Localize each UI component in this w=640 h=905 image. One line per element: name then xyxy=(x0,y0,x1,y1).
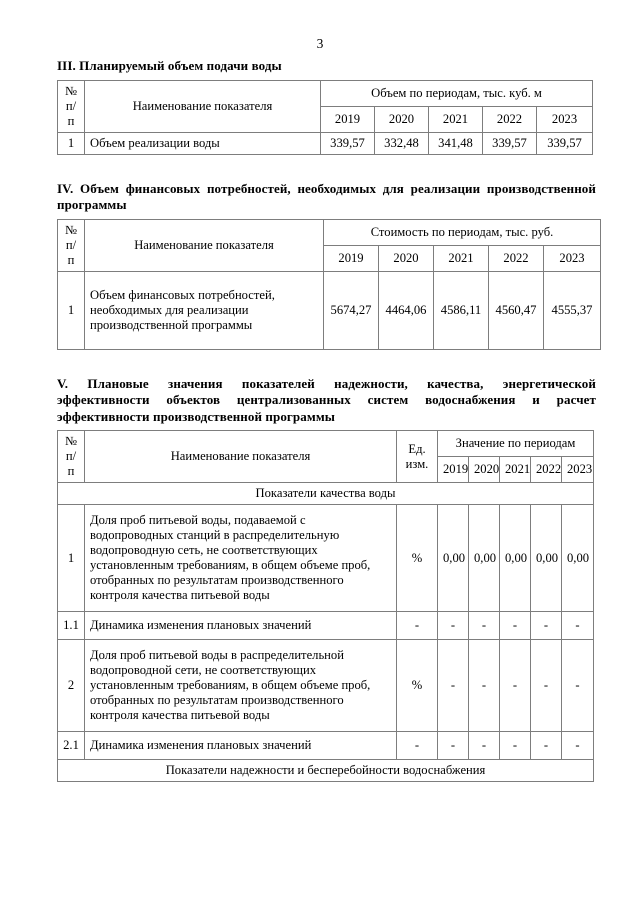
section-heading-4: IV. Объем финансовых потребностей, необходимых для реализации производственной программы xyxy=(57,180,596,212)
row-number: 2.1 xyxy=(58,732,85,760)
row-value-2021: 4586,11 xyxy=(434,271,489,349)
row-value-2020: - xyxy=(469,612,500,640)
row-value-2022: - xyxy=(531,732,562,760)
column-header-year-2022: 2022 xyxy=(483,106,537,132)
column-header-number-line1: № xyxy=(64,434,78,448)
row-value-2021: - xyxy=(500,732,531,760)
table-section-row xyxy=(58,483,594,505)
row-name: Объем реализации воды xyxy=(85,132,321,154)
row-value-2023: 4555,37 xyxy=(544,271,601,349)
column-header-year-2023: 2023 xyxy=(562,457,594,483)
column-header-year-2019: 2019 xyxy=(324,245,379,271)
column-header-number-line1: № xyxy=(64,222,78,237)
row-value-2023: 0,00 xyxy=(562,505,594,612)
table-planned-indicators xyxy=(57,430,594,782)
column-header-year-2019: 2019 xyxy=(321,106,375,132)
row-value-2022: 4560,47 xyxy=(489,271,544,349)
table-row xyxy=(58,132,593,154)
row-number: 2 xyxy=(58,640,85,732)
row-number: 1 xyxy=(58,132,85,154)
table-header-row xyxy=(58,219,601,245)
column-group-header-cost: Стоимость по периодам, тыс. руб. xyxy=(324,219,601,245)
section-label-water-quality: Показатели качества воды xyxy=(58,483,594,505)
column-header-name: Наименование показателя xyxy=(85,80,321,132)
row-value-2022: 0,00 xyxy=(531,505,562,612)
column-header-unit-line1: Ед. xyxy=(408,441,426,456)
column-header-unit xyxy=(397,431,438,483)
table-header-row xyxy=(58,80,593,106)
column-header-year-2023: 2023 xyxy=(537,106,593,132)
column-header-number-line2: п/п xyxy=(65,237,77,267)
column-header-year-2019: 2019 xyxy=(438,457,469,483)
spacer xyxy=(57,155,596,181)
column-header-number-line1: № xyxy=(64,83,78,98)
table-row xyxy=(58,640,594,732)
column-header-year-2022: 2022 xyxy=(531,457,562,483)
row-number: 1 xyxy=(58,271,85,349)
row-value-2020: 0,00 xyxy=(469,505,500,612)
row-value-2019: 339,57 xyxy=(321,132,375,154)
column-header-number xyxy=(58,219,85,271)
row-name: Объем финансовых потребностей, необходимых для реализации производственной программы xyxy=(85,271,324,349)
row-value-2023: 339,57 xyxy=(537,132,593,154)
column-header-year-2021: 2021 xyxy=(434,245,489,271)
page-number: 3 xyxy=(316,36,324,51)
table-planned-water-volume xyxy=(57,80,593,155)
row-name: Динамика изменения плановых значений xyxy=(85,732,397,760)
column-header-number xyxy=(58,431,85,483)
column-header-year-2023: 2023 xyxy=(544,245,601,271)
table-row xyxy=(58,612,594,640)
row-value-2020: 4464,06 xyxy=(379,271,434,349)
table-row xyxy=(58,271,601,349)
row-name: Доля проб питьевой воды в распределительной водопроводной сети, не соответствующих установленным требованиям, в общем объеме проб, отобранных по результатам производственного контроля качества питьевой воды xyxy=(85,640,397,732)
column-header-year-2020: 2020 xyxy=(375,106,429,132)
column-header-unit-line2: изм. xyxy=(405,456,429,471)
document-content xyxy=(57,58,596,782)
table-row xyxy=(58,505,594,612)
table-section-row xyxy=(58,760,594,782)
spacer xyxy=(57,350,596,376)
row-value-2020: - xyxy=(469,640,500,732)
row-unit: - xyxy=(397,732,438,760)
row-value-2020: - xyxy=(469,732,500,760)
column-header-year-2020: 2020 xyxy=(379,245,434,271)
column-header-number xyxy=(58,80,85,132)
row-value-2021: - xyxy=(500,640,531,732)
section-label-reliability: Показатели надежности и бесперебойности водоснабжения xyxy=(58,760,594,782)
row-unit: % xyxy=(397,640,438,732)
column-header-year-2020: 2020 xyxy=(469,457,500,483)
row-number: 1 xyxy=(58,505,85,612)
table-financial-needs xyxy=(57,219,601,350)
row-value-2019: 5674,27 xyxy=(324,271,379,349)
row-value-2019: 0,00 xyxy=(438,505,469,612)
row-name: Динамика изменения плановых значений xyxy=(85,612,397,640)
row-value-2021: 0,00 xyxy=(500,505,531,612)
column-header-year-2021: 2021 xyxy=(500,457,531,483)
column-group-header-volume: Объем по периодам, тыс. куб. м xyxy=(321,80,593,106)
section-heading-3: III. Планируемый объем подачи воды xyxy=(57,58,282,73)
table-row xyxy=(58,732,594,760)
column-header-year-2021: 2021 xyxy=(429,106,483,132)
row-name: Доля проб питьевой воды, подаваемой с водопроводных станций в распределительную водопроводную сеть, не соответствующих установленным требованиям, в общем объеме проб, отобранных по результатам производственного контроля качества питьевой воды xyxy=(85,505,397,612)
row-unit: - xyxy=(397,612,438,640)
column-header-name: Наименование показателя xyxy=(85,219,324,271)
column-header-name: Наименование показателя xyxy=(85,431,397,483)
row-value-2019: - xyxy=(438,640,469,732)
row-value-2022: - xyxy=(531,640,562,732)
row-unit: % xyxy=(397,505,438,612)
row-value-2021: - xyxy=(500,612,531,640)
table-header-row xyxy=(58,431,594,457)
row-value-2023: - xyxy=(562,732,594,760)
row-value-2022: - xyxy=(531,612,562,640)
column-group-header-periods: Значение по периодам xyxy=(438,431,594,457)
column-header-number-line2: п/п xyxy=(65,98,77,128)
row-value-2023: - xyxy=(562,640,594,732)
row-value-2019: - xyxy=(438,612,469,640)
row-value-2021: 341,48 xyxy=(429,132,483,154)
row-value-2022: 339,57 xyxy=(483,132,537,154)
row-value-2020: 332,48 xyxy=(375,132,429,154)
section-heading-5: V. Плановые значения показателей надежности, качества, энергетической эффективности объектов централизованных систем водоснабжения и расчет эффективности производственной программы xyxy=(57,375,596,424)
row-number: 1.1 xyxy=(58,612,85,640)
row-value-2019: - xyxy=(438,732,469,760)
row-value-2023: - xyxy=(562,612,594,640)
column-header-year-2022: 2022 xyxy=(489,245,544,271)
column-header-number-line2: п/п xyxy=(65,449,77,478)
